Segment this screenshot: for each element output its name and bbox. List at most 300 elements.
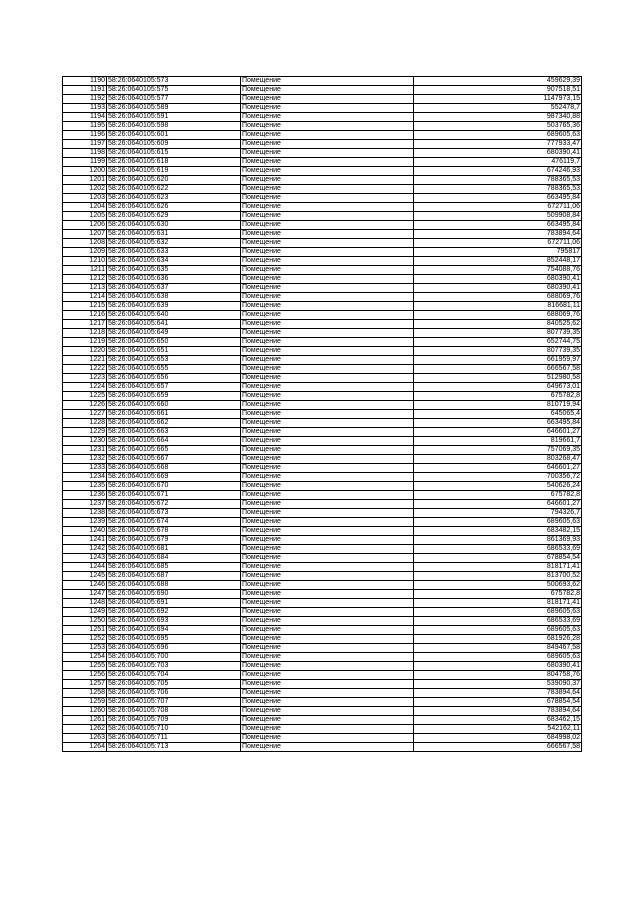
value-cell: 663495,84 (414, 221, 582, 230)
row-number-cell: 1231 (63, 446, 107, 455)
row-number-cell: 1247 (63, 590, 107, 599)
row-number-cell: 1220 (63, 347, 107, 356)
cadastral-number-cell: 58:26:0640105:655 (107, 365, 241, 374)
table-row (63, 392, 582, 401)
row-number-cell: 1216 (63, 311, 107, 320)
table-row (63, 320, 582, 329)
object-type-cell: Помещение (241, 635, 414, 644)
value-cell: 810719,94 (414, 401, 582, 410)
object-type-cell: Помещение (241, 545, 414, 554)
object-type-cell: Помещение (241, 266, 414, 275)
value-cell: 788365,53 (414, 176, 582, 185)
object-type-cell: Помещение (241, 77, 414, 86)
cadastral-number-cell: 58:26:0640105:668 (107, 464, 241, 473)
cadastral-number-cell: 58:26:0640105:575 (107, 86, 241, 95)
row-number-cell: 1192 (63, 95, 107, 104)
value-cell: 684998,02 (414, 734, 582, 743)
cadastral-number-cell: 58:26:0640105:679 (107, 536, 241, 545)
row-number-cell: 1243 (63, 554, 107, 563)
table-row (63, 365, 582, 374)
value-cell: 688069,76 (414, 293, 582, 302)
value-cell: 689605,63 (414, 626, 582, 635)
value-cell: 678854,54 (414, 554, 582, 563)
value-cell: 675782,8 (414, 590, 582, 599)
object-type-cell: Помещение (241, 716, 414, 725)
value-cell: 795817 (414, 248, 582, 257)
cadastral-number-cell: 58:26:0640105:709 (107, 716, 241, 725)
object-type-cell: Помещение (241, 275, 414, 284)
object-type-cell: Помещение (241, 725, 414, 734)
table-row (63, 212, 582, 221)
value-cell: 663495,84 (414, 419, 582, 428)
value-cell: 849467,58 (414, 644, 582, 653)
object-type-cell: Помещение (241, 284, 414, 293)
value-cell: 819661,7 (414, 437, 582, 446)
row-number-cell: 1236 (63, 491, 107, 500)
row-number-cell: 1234 (63, 473, 107, 482)
value-cell: 683462,15 (414, 716, 582, 725)
cadastral-number-cell: 58:26:0640105:674 (107, 518, 241, 527)
table-row (63, 284, 582, 293)
row-number-cell: 1260 (63, 707, 107, 716)
object-type-cell: Помещение (241, 365, 414, 374)
cadastral-number-cell: 58:26:0640105:672 (107, 500, 241, 509)
object-type-cell: Помещение (241, 518, 414, 527)
value-cell: 783894,64 (414, 689, 582, 698)
object-type-cell: Помещение (241, 410, 414, 419)
row-number-cell: 1218 (63, 329, 107, 338)
row-number-cell: 1196 (63, 131, 107, 140)
table-row (63, 113, 582, 122)
row-number-cell: 1263 (63, 734, 107, 743)
object-type-cell: Помещение (241, 446, 414, 455)
row-number-cell: 1254 (63, 653, 107, 662)
object-type-cell: Помещение (241, 194, 414, 203)
object-type-cell: Помещение (241, 572, 414, 581)
table-row (63, 194, 582, 203)
object-type-cell: Помещение (241, 230, 414, 239)
row-number-cell: 1195 (63, 122, 107, 131)
object-type-cell: Помещение (241, 113, 414, 122)
object-type-cell: Помещение (241, 248, 414, 257)
cadastral-number-cell: 58:26:0640105:671 (107, 491, 241, 500)
row-number-cell: 1235 (63, 482, 107, 491)
object-type-cell: Помещение (241, 482, 414, 491)
value-cell: 459629,39 (414, 77, 582, 86)
table-row (63, 725, 582, 734)
cadastral-number-cell: 58:26:0640105:687 (107, 572, 241, 581)
table-row (63, 581, 582, 590)
row-number-cell: 1208 (63, 239, 107, 248)
object-type-cell: Помещение (241, 383, 414, 392)
table-row (63, 527, 582, 536)
value-cell: 818171,41 (414, 563, 582, 572)
cadastral-number-cell: 58:26:0640105:632 (107, 239, 241, 248)
table-row (63, 446, 582, 455)
row-number-cell: 1258 (63, 689, 107, 698)
object-type-cell: Помещение (241, 680, 414, 689)
value-cell: 683482,15 (414, 527, 582, 536)
value-cell: 689605,63 (414, 518, 582, 527)
value-cell: 678854,54 (414, 698, 582, 707)
value-cell: 907518,51 (414, 86, 582, 95)
row-number-cell: 1227 (63, 410, 107, 419)
cadastral-number-cell: 58:26:0640105:656 (107, 374, 241, 383)
value-cell: 777933,47 (414, 140, 582, 149)
value-cell: 807739,35 (414, 347, 582, 356)
value-cell: 688069,76 (414, 311, 582, 320)
table-row (63, 338, 582, 347)
cadastral-number-cell: 58:26:0640105:704 (107, 671, 241, 680)
value-cell: 680390,41 (414, 149, 582, 158)
object-type-cell: Помещение (241, 302, 414, 311)
table-row (63, 563, 582, 572)
object-type-cell: Помещение (241, 347, 414, 356)
object-type-cell: Помещение (241, 536, 414, 545)
object-type-cell: Помещение (241, 374, 414, 383)
object-type-cell: Помещение (241, 86, 414, 95)
row-number-cell: 1205 (63, 212, 107, 221)
cadastral-number-cell: 58:26:0640105:659 (107, 392, 241, 401)
value-cell: 686533,69 (414, 617, 582, 626)
row-number-cell: 1230 (63, 437, 107, 446)
table-row (63, 509, 582, 518)
object-type-cell: Помещение (241, 104, 414, 113)
cadastral-number-cell: 58:26:0640105:711 (107, 734, 241, 743)
table-row (63, 410, 582, 419)
object-type-cell: Помещение (241, 734, 414, 743)
value-cell: 666567,58 (414, 365, 582, 374)
table-row (63, 590, 582, 599)
table-row (63, 374, 582, 383)
object-type-cell: Помещение (241, 626, 414, 635)
row-number-cell: 1211 (63, 266, 107, 275)
table-row (63, 239, 582, 248)
row-number-cell: 1256 (63, 671, 107, 680)
object-type-cell: Помещение (241, 662, 414, 671)
row-number-cell: 1257 (63, 680, 107, 689)
object-type-cell: Помещение (241, 131, 414, 140)
value-cell: 816681,11 (414, 302, 582, 311)
cadastral-number-cell: 58:26:0640105:639 (107, 302, 241, 311)
table-row (63, 95, 582, 104)
table-row (63, 635, 582, 644)
object-type-cell: Помещение (241, 608, 414, 617)
object-type-cell: Помещение (241, 311, 414, 320)
cadastral-number-cell: 58:26:0640105:681 (107, 545, 241, 554)
table-row (63, 473, 582, 482)
row-number-cell: 1241 (63, 536, 107, 545)
table-row (63, 680, 582, 689)
object-type-cell: Помещение (241, 320, 414, 329)
table-row (63, 743, 582, 752)
row-number-cell: 1212 (63, 275, 107, 284)
cadastral-number-cell: 58:26:0640105:710 (107, 725, 241, 734)
cadastral-number-cell: 58:26:0640105:577 (107, 95, 241, 104)
value-cell: 840525,62 (414, 320, 582, 329)
value-cell: 813700,52 (414, 572, 582, 581)
row-number-cell: 1228 (63, 419, 107, 428)
cadastral-number-cell: 58:26:0640105:693 (107, 617, 241, 626)
value-cell: 663495,84 (414, 194, 582, 203)
cadastral-number-cell: 58:26:0640105:696 (107, 644, 241, 653)
cadastral-number-cell: 58:26:0640105:615 (107, 149, 241, 158)
value-cell: 675782,8 (414, 392, 582, 401)
value-cell: 552478,7 (414, 104, 582, 113)
row-number-cell: 1201 (63, 176, 107, 185)
cadastral-number-cell: 58:26:0640105:619 (107, 167, 241, 176)
table-row (63, 167, 582, 176)
row-number-cell: 1202 (63, 185, 107, 194)
row-number-cell: 1223 (63, 374, 107, 383)
row-number-cell: 1244 (63, 563, 107, 572)
row-number-cell: 1251 (63, 626, 107, 635)
table-row (63, 140, 582, 149)
row-number-cell: 1199 (63, 158, 107, 167)
object-type-cell: Помещение (241, 329, 414, 338)
object-type-cell: Помещение (241, 500, 414, 509)
value-cell: 649673,01 (414, 383, 582, 392)
value-cell: 788365,53 (414, 185, 582, 194)
cadastral-number-cell: 58:26:0640105:657 (107, 383, 241, 392)
row-number-cell: 1255 (63, 662, 107, 671)
value-cell: 672711,06 (414, 239, 582, 248)
object-type-cell: Помещение (241, 140, 414, 149)
object-type-cell: Помещение (241, 509, 414, 518)
row-number-cell: 1240 (63, 527, 107, 536)
row-number-cell: 1222 (63, 365, 107, 374)
object-type-cell: Помещение (241, 599, 414, 608)
object-type-cell: Помещение (241, 356, 414, 365)
table-row (63, 149, 582, 158)
cadastral-number-cell: 58:26:0640105:636 (107, 275, 241, 284)
table-row (63, 401, 582, 410)
row-number-cell: 1194 (63, 113, 107, 122)
cadastral-number-cell: 58:26:0640105:626 (107, 203, 241, 212)
cadastral-number-cell: 58:26:0640105:662 (107, 419, 241, 428)
object-type-cell: Помещение (241, 167, 414, 176)
value-cell: 754088,76 (414, 266, 582, 275)
table-row (63, 554, 582, 563)
object-type-cell: Помещение (241, 743, 414, 752)
cadastral-number-cell: 58:26:0640105:692 (107, 608, 241, 617)
cadastral-number-cell: 58:26:0640105:573 (107, 77, 241, 86)
value-cell: 681926,28 (414, 635, 582, 644)
cadastral-number-cell: 58:26:0640105:661 (107, 410, 241, 419)
table-row (63, 347, 582, 356)
table-row (63, 491, 582, 500)
value-cell: 652744,75 (414, 338, 582, 347)
table-row (63, 536, 582, 545)
row-number-cell: 1190 (63, 77, 107, 86)
value-cell: 542162,11 (414, 725, 582, 734)
table-row (63, 302, 582, 311)
object-type-cell: Помещение (241, 158, 414, 167)
cadastral-number-cell: 58:26:0640105:653 (107, 356, 241, 365)
row-number-cell: 1262 (63, 725, 107, 734)
row-number-cell: 1264 (63, 743, 107, 752)
cadastral-number-cell: 58:26:0640105:673 (107, 509, 241, 518)
row-number-cell: 1232 (63, 455, 107, 464)
value-cell: 700356,72 (414, 473, 582, 482)
table-body (63, 77, 582, 752)
cadastral-number-cell: 58:26:0640105:638 (107, 293, 241, 302)
value-cell: 680390,41 (414, 284, 582, 293)
table-row (63, 158, 582, 167)
table-row (63, 437, 582, 446)
cadastral-number-cell: 58:26:0640105:630 (107, 221, 241, 230)
object-type-cell: Помещение (241, 527, 414, 536)
cadastral-number-cell: 58:26:0640105:685 (107, 563, 241, 572)
table-row (63, 698, 582, 707)
value-cell: 804758,76 (414, 671, 582, 680)
object-type-cell: Помещение (241, 149, 414, 158)
object-type-cell: Помещение (241, 581, 414, 590)
row-number-cell: 1214 (63, 293, 107, 302)
value-cell: 645065,4 (414, 410, 582, 419)
table-row (63, 77, 582, 86)
row-number-cell: 1193 (63, 104, 107, 113)
cadastral-number-cell: 58:26:0640105:705 (107, 680, 241, 689)
cadastral-number-cell: 58:26:0640105:703 (107, 662, 241, 671)
object-type-cell: Помещение (241, 176, 414, 185)
table-row (63, 464, 582, 473)
table-row (63, 275, 582, 284)
table-row (63, 716, 582, 725)
row-number-cell: 1242 (63, 545, 107, 554)
value-cell: 646601,27 (414, 500, 582, 509)
object-type-cell: Помещение (241, 563, 414, 572)
value-cell: 509908,84 (414, 212, 582, 221)
cadastral-number-cell: 58:26:0640105:601 (107, 131, 241, 140)
cadastral-number-cell: 58:26:0640105:695 (107, 635, 241, 644)
cadastral-number-cell: 58:26:0640105:609 (107, 140, 241, 149)
row-number-cell: 1206 (63, 221, 107, 230)
table-row (63, 545, 582, 554)
cadastral-number-cell: 58:26:0640105:623 (107, 194, 241, 203)
cadastral-number-cell: 58:26:0640105:589 (107, 104, 241, 113)
object-type-cell: Помещение (241, 428, 414, 437)
cadastral-number-cell: 58:26:0640105:708 (107, 707, 241, 716)
value-cell: 783894,64 (414, 707, 582, 716)
table-row (63, 518, 582, 527)
cadastral-number-cell: 58:26:0640105:618 (107, 158, 241, 167)
value-cell: 674246,93 (414, 167, 582, 176)
object-type-cell: Помещение (241, 617, 414, 626)
cadastral-number-cell: 58:26:0640105:620 (107, 176, 241, 185)
table-row (63, 707, 582, 716)
object-type-cell: Помещение (241, 212, 414, 221)
row-number-cell: 1229 (63, 428, 107, 437)
cadastral-table (62, 76, 582, 752)
cadastral-number-cell: 58:26:0640105:688 (107, 581, 241, 590)
cadastral-number-cell: 58:26:0640105:690 (107, 590, 241, 599)
row-number-cell: 1237 (63, 500, 107, 509)
table-row (63, 653, 582, 662)
value-cell: 686533,69 (414, 545, 582, 554)
cadastral-number-cell: 58:26:0640105:650 (107, 338, 241, 347)
object-type-cell: Помещение (241, 392, 414, 401)
cadastral-number-cell: 58:26:0640105:694 (107, 626, 241, 635)
row-number-cell: 1249 (63, 608, 107, 617)
table-row (63, 644, 582, 653)
table-row (63, 221, 582, 230)
value-cell: 675782,8 (414, 491, 582, 500)
row-number-cell: 1225 (63, 392, 107, 401)
table-row (63, 185, 582, 194)
table-row (63, 419, 582, 428)
object-type-cell: Помещение (241, 707, 414, 716)
row-number-cell: 1239 (63, 518, 107, 527)
object-type-cell: Помещение (241, 437, 414, 446)
table-row (63, 248, 582, 257)
value-cell: 666567,58 (414, 743, 582, 752)
cadastral-number-cell: 58:26:0640105:637 (107, 284, 241, 293)
table-row (63, 257, 582, 266)
table-row (63, 176, 582, 185)
value-cell: 672711,06 (414, 203, 582, 212)
row-number-cell: 1203 (63, 194, 107, 203)
row-number-cell: 1233 (63, 464, 107, 473)
value-cell: 689605,63 (414, 608, 582, 617)
row-number-cell: 1252 (63, 635, 107, 644)
table-row (63, 608, 582, 617)
object-type-cell: Помещение (241, 455, 414, 464)
table-row (63, 356, 582, 365)
row-number-cell: 1224 (63, 383, 107, 392)
cadastral-number-cell: 58:26:0640105:641 (107, 320, 241, 329)
table-row (63, 617, 582, 626)
table-row (63, 203, 582, 212)
value-cell: 783894,64 (414, 230, 582, 239)
object-type-cell: Помещение (241, 203, 414, 212)
row-number-cell: 1245 (63, 572, 107, 581)
row-number-cell: 1217 (63, 320, 107, 329)
table-row (63, 572, 582, 581)
row-number-cell: 1198 (63, 149, 107, 158)
value-cell: 803268,47 (414, 455, 582, 464)
object-type-cell: Помещение (241, 419, 414, 428)
value-cell: 1147973,15 (414, 95, 582, 104)
object-type-cell: Помещение (241, 671, 414, 680)
cadastral-number-cell: 58:26:0640105:667 (107, 455, 241, 464)
row-number-cell: 1261 (63, 716, 107, 725)
table-row (63, 131, 582, 140)
value-cell: 503765,36 (414, 122, 582, 131)
value-cell: 512980,58 (414, 374, 582, 383)
row-number-cell: 1250 (63, 617, 107, 626)
table-row (63, 689, 582, 698)
object-type-cell: Помещение (241, 554, 414, 563)
row-number-cell: 1191 (63, 86, 107, 95)
row-number-cell: 1210 (63, 257, 107, 266)
value-cell: 680390,41 (414, 662, 582, 671)
row-number-cell: 1200 (63, 167, 107, 176)
cadastral-number-cell: 58:26:0640105:635 (107, 266, 241, 275)
cadastral-number-cell: 58:26:0640105:640 (107, 311, 241, 320)
cadastral-number-cell: 58:26:0640105:669 (107, 473, 241, 482)
value-cell: 500693,62 (414, 581, 582, 590)
table-row (63, 293, 582, 302)
cadastral-number-cell: 58:26:0640105:598 (107, 122, 241, 131)
object-type-cell: Помещение (241, 590, 414, 599)
cadastral-number-cell: 58:26:0640105:678 (107, 527, 241, 536)
value-cell: 757069,35 (414, 446, 582, 455)
cadastral-number-cell: 58:26:0640105:660 (107, 401, 241, 410)
row-number-cell: 1259 (63, 698, 107, 707)
row-number-cell: 1207 (63, 230, 107, 239)
cadastral-number-cell: 58:26:0640105:706 (107, 689, 241, 698)
